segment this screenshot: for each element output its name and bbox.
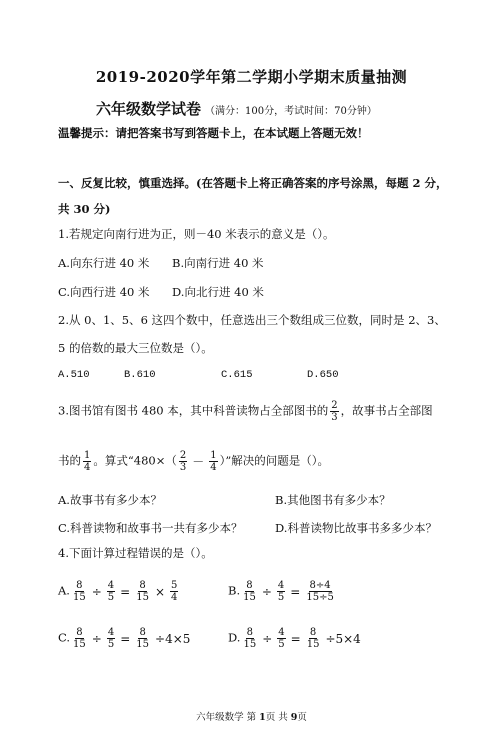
footer-total-pages: 9: [290, 712, 298, 723]
q1-option-b: B.向南行进 40 米: [172, 256, 264, 270]
q2-option-a: A.510: [58, 369, 90, 381]
frac-num: 1: [84, 450, 91, 461]
c-tail-expression: ÷4×5: [155, 631, 191, 646]
q3-line2-mid: 。算式“480×（: [93, 453, 177, 468]
frac-num: 4: [277, 580, 285, 591]
frac-den: 15: [73, 639, 86, 650]
q4-option-c: [58, 627, 193, 650]
q1-option-a: A.向东行进 40 米: [58, 256, 150, 270]
fraction-4-5: [277, 580, 285, 603]
q4-option-a: [58, 580, 180, 603]
section-heading: 一、反复比较，慎重选择。(在答题卡上将正确答案的序号涂黑，每题 2 分，共 30 分): [58, 176, 448, 216]
q2-stem-line2: 5 的倍数的最大三位数是（）。: [58, 341, 213, 355]
subtitle-text: 六年级数学试卷: [96, 100, 202, 118]
frac-den: 5: [277, 592, 285, 603]
page-footer: [0, 709, 503, 723]
q3-line1: [58, 400, 433, 423]
fraction-8-15: [242, 627, 257, 650]
q2-option-d: D.650: [307, 369, 339, 381]
q3-line2-pre: 书的: [58, 453, 81, 468]
frac-num: 4: [107, 627, 115, 638]
frac-num: 4: [107, 580, 115, 591]
frac-num: 2: [331, 400, 338, 411]
fraction-4-5: [107, 580, 115, 603]
divide-sign: ÷: [261, 584, 272, 599]
frac-den: 15: [243, 639, 257, 650]
frac-den: 5: [107, 592, 115, 603]
fraction-8-15: [242, 580, 257, 603]
equals-sign: =: [290, 584, 301, 599]
frac-num: 1: [210, 450, 217, 461]
frac-den: 15: [72, 592, 86, 603]
fraction-8-15: [72, 580, 87, 603]
q3-line1-post: ，故事书占全部图: [340, 403, 433, 418]
minus-sign: －: [192, 455, 205, 469]
q2-option-b: B.610: [124, 369, 156, 381]
fraction-one-quarter-b: [209, 450, 217, 473]
divide-sign: ÷: [91, 584, 102, 599]
option-label: A.: [58, 583, 70, 598]
fraction-5-4: [170, 580, 178, 603]
fraction-8-15: [135, 580, 150, 603]
q3-line2: [58, 450, 329, 473]
frac-num: 4: [278, 627, 285, 638]
exam-title: 2019-2020学年第二学期小学期末质量抽测: [95, 68, 408, 86]
frac-num: 8: [246, 627, 254, 638]
frac-den: 3: [179, 462, 187, 473]
fraction-8-15: [72, 627, 87, 650]
frac-den: 3: [331, 412, 338, 423]
frac-den: 15: [136, 592, 149, 603]
footer-mid: 页 共: [265, 712, 291, 723]
frac-den: 5: [278, 639, 285, 650]
frac-den: 15: [243, 592, 256, 603]
divide-sign: ÷: [91, 631, 102, 646]
q3-line1-pre: 3.图书馆有图书 480 本，其中科普读物占全部图书的: [58, 403, 329, 418]
q1-stem: 1.若规定向南行进为正，则－40 米表示的意义是（）。: [58, 227, 335, 241]
q2-stem-line1: 2.从 0、1、5、6 这四个数中，任意选出三个数组成三位数，同时是 2、3、: [58, 313, 446, 327]
frac-den: 5: [107, 639, 115, 650]
q3-line2-post: ）”解决的问题是（）。: [219, 453, 329, 468]
frac-num: 8: [76, 580, 83, 591]
q4-stem: 4.下面计算过程错误的是（）。: [58, 546, 213, 560]
times-sign: ×: [154, 584, 165, 599]
option-label: C.: [58, 630, 71, 645]
fraction-one-quarter: [83, 450, 91, 473]
fraction-b-right: [305, 580, 334, 603]
frac-num: 8÷4: [309, 580, 331, 591]
frac-den: 15: [136, 639, 150, 650]
frac-num: 8: [309, 627, 317, 638]
divide-sign: ÷: [262, 631, 273, 646]
fraction-4-5: [107, 627, 115, 650]
fraction-two-thirds: [330, 400, 338, 423]
fraction-8-15: [306, 627, 321, 650]
frac-den: 4: [171, 592, 178, 603]
d-tail-expression: ÷5×4: [325, 631, 361, 646]
frac-num: 8: [76, 627, 83, 638]
frac-den: 4: [210, 462, 217, 473]
exam-subtitle: [96, 98, 377, 119]
q2-option-c: C.615: [221, 369, 253, 381]
subtitle-note: （满分：100分，考试时间：70分钟）: [205, 106, 377, 117]
frac-num: 5: [171, 580, 178, 591]
q3-option-d: D.科普读物比故事书多多少本？: [275, 521, 437, 535]
warm-tip: 温馨提示：请把答案书写到答题卡上，在本试题上答题无效！: [58, 126, 369, 140]
footer-page-number: 1: [259, 712, 266, 723]
frac-den: 15÷5: [306, 592, 334, 603]
frac-den: 4: [84, 462, 91, 473]
footer-prefix: 六年级数学 第: [196, 712, 260, 723]
q3-option-c: C.科普读物和故事书一共有多少本？: [58, 521, 243, 535]
equals-sign: =: [120, 584, 131, 599]
q1-option-d: D.向北行进 40 米: [172, 285, 264, 299]
frac-num: 8: [246, 580, 253, 591]
option-label: B.: [228, 583, 241, 598]
frac-den: 15: [306, 639, 320, 650]
frac-num: 8: [139, 580, 146, 591]
q4-option-b: [228, 580, 337, 603]
frac-num: 8: [139, 627, 146, 638]
footer-suffix: 页: [297, 712, 307, 723]
equals-sign: =: [120, 631, 131, 646]
option-label: D.: [228, 630, 241, 645]
q4-option-d: [228, 627, 364, 650]
q1-option-c: C.向西行进 40 米: [58, 285, 150, 299]
equals-sign: =: [290, 631, 301, 646]
q3-option-a: A.故事书有多少本？: [58, 493, 162, 507]
fraction-two-thirds-b: [179, 450, 187, 473]
q3-option-b: B.其他图书有多少本？: [275, 493, 391, 507]
fraction-8-15: [135, 627, 150, 650]
frac-num: 2: [179, 450, 187, 461]
fraction-4-5: [277, 627, 285, 650]
